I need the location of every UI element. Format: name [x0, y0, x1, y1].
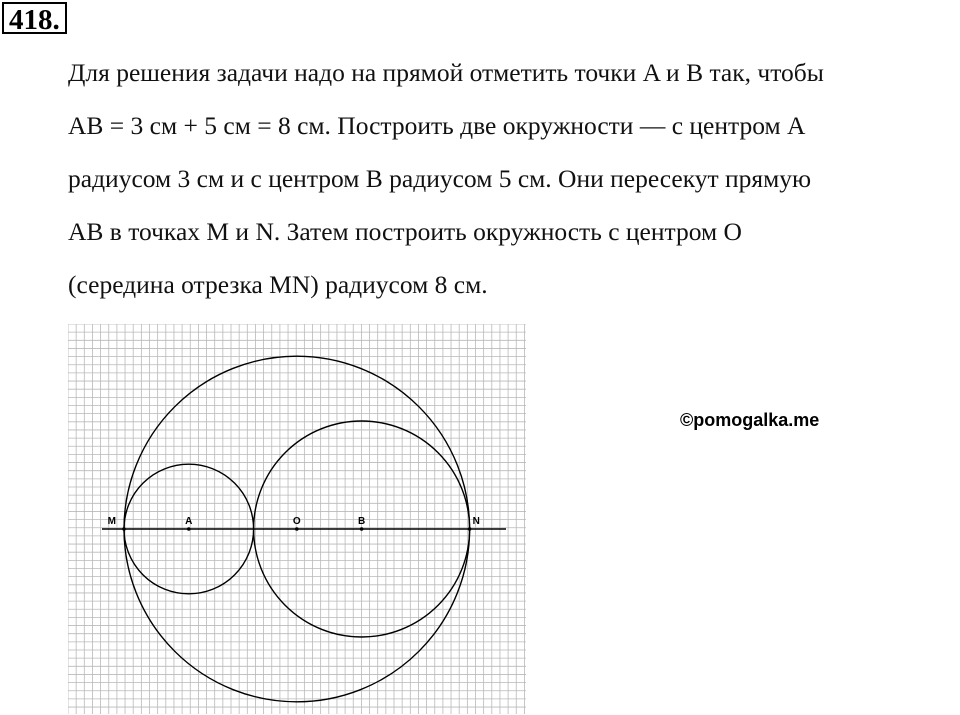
solution-line: AB = 3 см + 5 см = 8 см. Построить две окружности — с центром A	[68, 111, 806, 140]
point-label-o: O	[292, 516, 301, 527]
construction-diagram	[68, 324, 526, 714]
point-o	[295, 527, 299, 531]
problem-number: 418.	[2, 2, 67, 34]
point-b	[360, 527, 364, 531]
point-label-b: B	[357, 516, 366, 527]
point-label-m: M	[107, 516, 116, 527]
solution-line: (середина отрезка MN) радиусом 8 см.	[68, 270, 488, 299]
point-m	[122, 527, 126, 531]
watermark: ©pomogalka.me	[680, 410, 820, 430]
point-label-a: A	[185, 516, 193, 527]
solution-line: AB в точках M и N. Затем построить окружность с центром O	[68, 217, 742, 246]
solution-line: радиусом 3 см и с центром B радиусом 5 см. Они пересекут прямую	[68, 164, 812, 193]
point-a	[187, 527, 191, 531]
solution-line: Для решения задачи надо на прямой отметить точки A и B так, чтобы	[68, 58, 824, 87]
solution-text	[68, 46, 956, 311]
point-n	[468, 527, 472, 531]
point-label-n: N	[472, 516, 480, 527]
